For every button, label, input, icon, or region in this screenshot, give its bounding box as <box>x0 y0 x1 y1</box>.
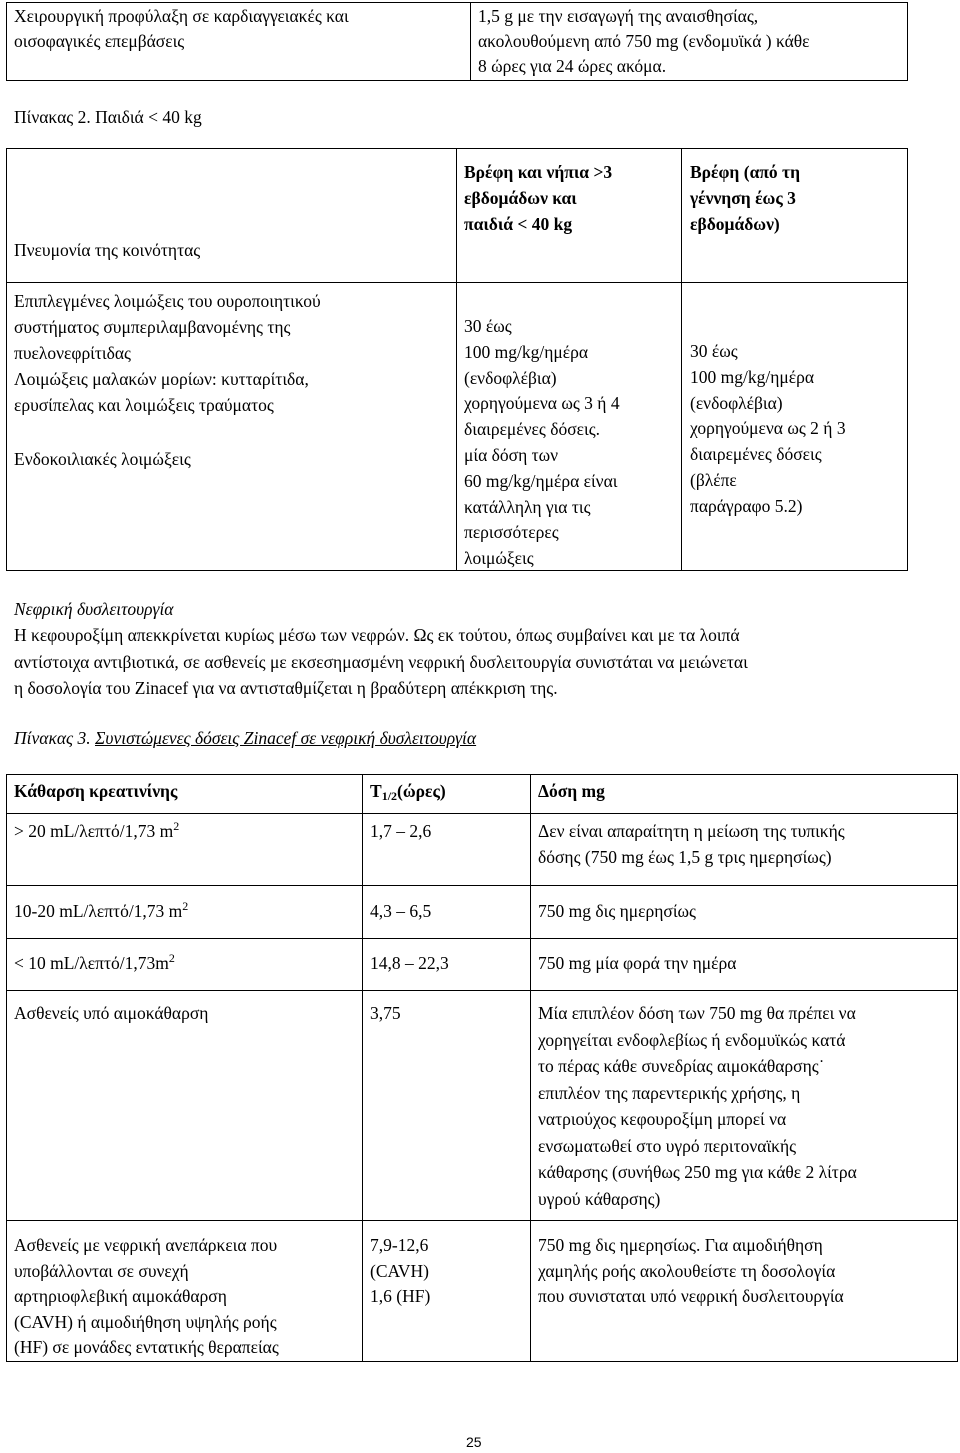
top-table-dose: 1,5 g με την εισαγωγή της αναισθησίας, ακολουθούμενη από 750 mg (ενδομυϊκά ) κάθε 8 ώρες για 24 ώρες ακόμα. <box>478 6 810 76</box>
table2-dose-newborns: 30 έως 100 mg/kg/ημέρα (ενδοφλέβια) χορηγούμενα ως 2 ή 3 διαιρεμένες δόσεις (βλέπε παράγραφο 5.2) <box>690 341 846 516</box>
table3-header-clearance: Κάθαρση κρεατινίνης <box>14 781 178 801</box>
renal-paragraph: Η κεφουροξίμη απεκκρίνεται κυρίως μέσω των νεφρών. Ως εκ τούτου, όπως συμβαίνει και με τα λοιπά αντίστοιχα αντιβιοτικά, σε ασθενείς με εκσεσημασμένη νεφρική δυσλειτουργία συνιστάται να μειώνεται η δοσολογία του Zinacef για να αντισταθμίζεται η βραδύτερη απέκκριση της. <box>14 625 748 698</box>
table2-dose-infants: 30 έως 100 mg/kg/ημέρα (ενδοφλέβια) χορηγούμενα ως 3 ή 4 διαιρεμένες δόσεις. μία δόση των 60 mg/kg/ημέρα είναι κατάλληλη για τις περισσότερες λοιμώξεις <box>464 316 620 569</box>
table3-row3-clearance: < 10 $mL/\lambda\varepsilon\pi\tau ό/1,73m^2$ <box>14 951 175 973</box>
table2-header-infants: Βρέφη και νήπια >3 εβδομάδων και παιδιά < 40 kg <box>464 162 613 234</box>
table2-header-indication: Πνευμονία της κοινότητας <box>14 240 201 260</box>
table2-indication-soft-tissue: Λοιμώξεις μαλακών μορίων: κυτταρίτιδα, ερυσίπελας και λοιμώξεις τραύματος <box>14 369 309 415</box>
table3-header-dose: Δόση mg <box>538 781 605 801</box>
table3-row3-half-life: 14,8 – 22,3 <box>370 953 449 973</box>
table3-row5-dose: 750 mg δις ημερησίως. Για αιμοδιήθηση χαμηλής ροής ακολουθείστε τη δοσολογία που συνισταται υπό νεφρική δυσλειτουργία <box>538 1235 844 1307</box>
table3-row4-half-life: 3,75 <box>370 1003 401 1023</box>
table3-caption-title: Συνιστώμενες δόσεις Zinacef σε νεφρική δυσλειτουργία <box>95 728 477 748</box>
table2-indication-uti: Επιπλεγμένες λοιμώξεις του ουροποιητικού συστήματος συμπεριλαμβανομένης της πυελονεφρίτιδας <box>14 291 321 363</box>
table3-row2-half-life: 4,3 – 6,5 <box>370 901 432 921</box>
table3-row5-half-life: 7,9-12,6 (CAVH) 1,6 (HF) <box>370 1235 431 1307</box>
table2-indication-intraabdominal: Ενδοκοιλιακές λοιμώξεις <box>14 449 191 469</box>
table3-row3-dose: 750 mg μία φορά την ημέρα <box>538 953 737 973</box>
table3-row1-dose: Δεν είναι απαραίτητη η μείωση της τυπικής δόσης (750 mg έως 1,5 g τρις ημερησίως) <box>538 821 845 867</box>
table3-caption <box>14 725 476 751</box>
table3-row5-clearance: Ασθενείς με νεφρική ανεπάρκεια που υποβάλλονται σε συνεχή αρτηριοφλεβική αιμοκάθαρση (CAVH) ή αιμοδιήθηση υψηλής ροής (HF) σε μονάδες εντατικής θεραπείας <box>14 1235 279 1358</box>
renal-heading: Νεφρική δυσλειτουργία <box>14 599 174 619</box>
table3-caption-prefix: Πίνακας 3. <box>14 728 96 748</box>
table3-row4-clearance: Ασθενείς υπό αιμοκάθαρση <box>14 1003 209 1023</box>
table3-header-half-life: $T_{1/2}(ώ\rho\varepsilon\varsigma)$ <box>370 781 446 803</box>
table3-row2-dose: 750 mg δις ημερησίως <box>538 901 696 921</box>
table3-row1-clearance: > 20 mL/λεπτό/1,73 $m^2$ <box>14 819 180 841</box>
top-table-indication: Χειρουργική προφύλαξη σε καρδιαγγειακές και οισοφαγικές επεμβάσεις <box>14 6 349 51</box>
table3-row1-half-life: 1,7 – 2,6 <box>370 821 432 841</box>
page-number: 25 <box>466 1434 482 1450</box>
table2-caption: Πίνακας 2. Παιδιά < 40 kg <box>14 107 202 127</box>
table3-row2-clearance: 10-20 mL/λεπτό/1,73 $m^2$ <box>14 899 189 921</box>
table2-header-newborns: Βρέφη (από τη γέννηση έως 3 εβδομάδων) <box>690 162 801 234</box>
table3-row4-dose: Μία επιπλέον δόση των 750 mg θα πρέπει να χορηγείται ενδοφλεβίως ή ενδομυϊκώς κατά το πέρας κάθε συνεδρίας αιμοκάθαρσης˙ επιπλέον της παρεντερικής χρήσης, η νατριούχος κεφουροξίμη μπορεί να ενσωματωθεί στο υγρό περιτοναϊκής κάθαρσης (συνήθως 250 mg για κάθε 2 λίτρα υγρού κάθαρσης) <box>538 1003 857 1209</box>
